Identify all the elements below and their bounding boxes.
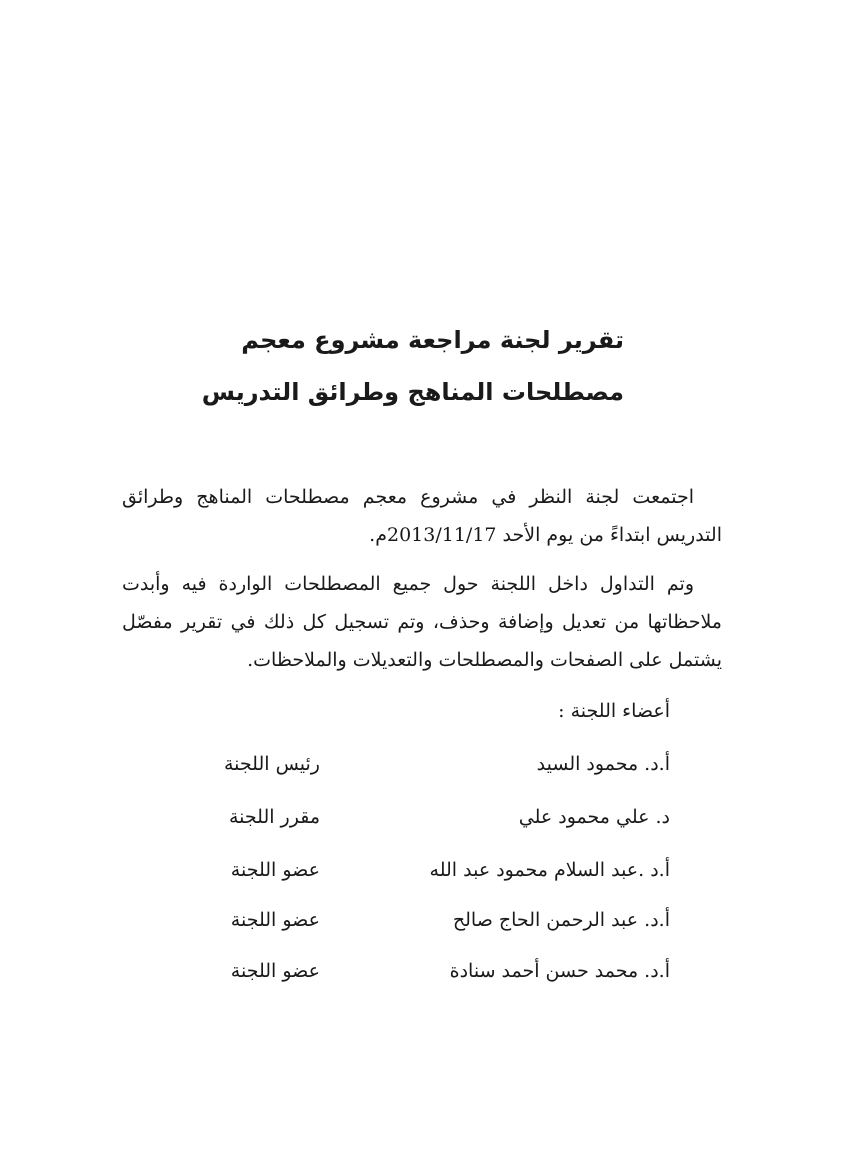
member-role: عضو اللجنة [230,960,320,982]
member-name: أ.د .عبد السلام محمود عبد الله [429,859,670,881]
paragraph-deliberation [122,565,722,679]
member-name: أ.د. عبد الرحمن الحاج صالح [452,909,670,931]
report-title-line-1: تقرير لجنة مراجعة مشروع معجم [241,326,624,354]
member-name: أ.د. محمود السيد [536,753,670,775]
paragraph-meeting-text: اجتمعت لجنة النظر في مشروع معجم مصطلحات المناهج وطرائق التدريس ابتداءً من يوم الأحد 2013/11/17م. [122,486,722,546]
member-row [220,859,670,897]
member-role: عضو اللجنة [230,859,320,881]
member-row [220,909,670,947]
member-name: أ.د. محمد حسن أحمد سنادة [449,960,670,982]
member-role: عضو اللجنة [230,909,320,931]
paragraph-deliberation-text: وتم التداول داخل اللجنة حول جميع المصطلحات الواردة فيه وأبدت ملاحظاتها من تعديل وإضافة وحذف، وتم تسجيل كل ذلك في تقرير مفصّل يشتمل على الصفحات والمصطلحات والتعديلات والملاحظات. [122,573,722,671]
member-row [220,806,670,844]
member-row [220,753,670,791]
member-row [220,960,670,998]
report-title-line-2: مصطلحات المناهج وطرائق التدريس [201,378,624,406]
member-name: د. علي محمود علي [518,806,670,828]
members-heading: أعضاء اللجنة : [558,700,670,722]
member-role: رئيس اللجنة [223,753,320,775]
member-role: مقرر اللجنة [228,806,320,828]
paragraph-meeting [122,478,722,554]
